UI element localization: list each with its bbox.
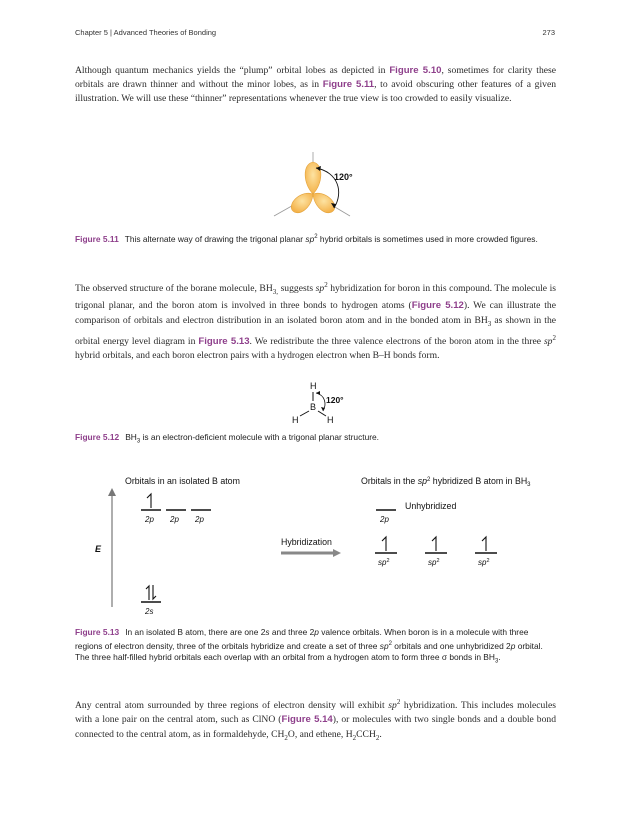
hybridization-label: Hybridization <box>281 537 332 547</box>
link-figure-5-14[interactable]: Figure 5.14 <box>281 714 333 726</box>
figure-5-11-trigonal-orbitals <box>258 150 358 225</box>
label-sp2-2: $sp^2$ <box>428 558 440 567</box>
electron-up-2p <box>147 494 151 508</box>
page-number: 273 <box>542 28 555 37</box>
orbital-lobe-right <box>313 193 335 213</box>
paragraph-1: Although quantum mechanics yields the “plump” orbital lobes as depicted in Figure 5.10, sometimes for clarity these orbitals are drawn thinner and without the minor lobes, as in Figure 5.11, to avoid obscuring other features of a given illustration. We will use these “thinner” representations whenever the true view is too crowded to easily visualize. <box>75 65 556 105</box>
label-2p-2: 2p <box>170 515 179 524</box>
atom-h-top: H <box>310 381 317 391</box>
electron-down-2s <box>153 585 156 599</box>
electron-up-sp2-3 <box>482 537 486 551</box>
link-figure-5-12[interactable]: Figure 5.12 <box>411 300 464 312</box>
right-panel-title: Orbitals in the $sp^2$ hybridized B atom in $BH_3$ <box>361 476 531 488</box>
paragraph-2: The observed structure of the borane molecule, $BH_{3,}$ suggests $sp^2$ hybridization for boron in this compound. The molecule is trigonal planar, and the boron atom is involved in three bonds to hydrogen atoms (Figure 5.12). We can illustrate the comparison of orbitals and electron distribution in an isolated boron atom and in the bonded atom in $BH_3$ as shown in the orbital energy level diagram in Figure 5.13. We redistribute the three valence electrons of the boron atom in the three $sp^2$ hybrid orbitals, and each boron electron pairs with a hydrogen electron when B–H bonds form. <box>75 281 556 361</box>
figure-5-11-caption: Figure 5.11 This alternate way of drawing the trigonal planar $sp^2$ hybrid orbitals is sometimes used in more crowded figures. <box>75 233 538 244</box>
figure-5-12-caption: Figure 5.12 $BH_3$ is an electron-deficient molecule with a trigonal planar structure. <box>75 432 380 445</box>
atom-h-right: H <box>327 415 334 425</box>
label-sp2-1: $sp^2$ <box>378 558 390 567</box>
unhybridized-label: Unhybridized <box>405 501 457 511</box>
angle-label: 120° <box>326 395 344 405</box>
electron-up-2s <box>146 586 149 600</box>
figure-5-13-caption: Figure 5.13 In an isolated B atom, there are one 2s and three 2p valence orbitals. When boron is in a molecule with three regions of electron density, three of the orbitals hybridize and create a set of three $sp^2$ orbitals and one unhybridized 2p orbital. The three half-filled hybrid orbitals each overlap with an orbital from a hydrogen atom to form three σ bonds in $BH_3$. <box>75 627 543 665</box>
chapter-header: Chapter 5 | Advanced Theories of Bonding <box>75 28 217 37</box>
orbital-lobe-left <box>291 193 313 213</box>
label-2p-1: 2p <box>145 515 154 524</box>
atom-b: B <box>310 402 317 412</box>
figure-5-13-energy-diagram <box>75 472 556 622</box>
orbital-lobe-top <box>305 162 321 194</box>
electron-up-sp2-2 <box>432 537 436 551</box>
label-2s: 2s <box>145 607 154 616</box>
figure-5-12-bh3-structure <box>285 378 360 426</box>
link-figure-5-11[interactable]: Figure 5.11 <box>322 79 375 91</box>
electron-up-sp2-1 <box>382 537 386 551</box>
link-figure-5-13[interactable]: Figure 5.13 <box>198 335 250 347</box>
left-panel-title: Orbitals in an isolated B atom <box>125 476 240 486</box>
atom-h-left: H <box>292 415 299 425</box>
angle-label: 120° <box>334 172 353 182</box>
label-sp2-3: $sp^2$ <box>478 558 490 567</box>
label-2p-3: 2p <box>195 515 204 524</box>
paragraph-3: Any central atom surrounded by three regions of electron density will exhibit $sp^2$ hybridization. This includes molecules with a lone pair on the central atom, such as ClNO (Figure 5.14), or molecules with two single bonds and a double bond connected to the central atom, as in formaldehyde, $CH_2O$, and ethene, $H_2CCH_2$. <box>75 698 556 742</box>
link-figure-5-10[interactable]: Figure 5.10 <box>389 65 442 76</box>
energy-axis-label: E <box>95 544 102 554</box>
label-unhybridized-2p: 2p <box>380 515 389 524</box>
